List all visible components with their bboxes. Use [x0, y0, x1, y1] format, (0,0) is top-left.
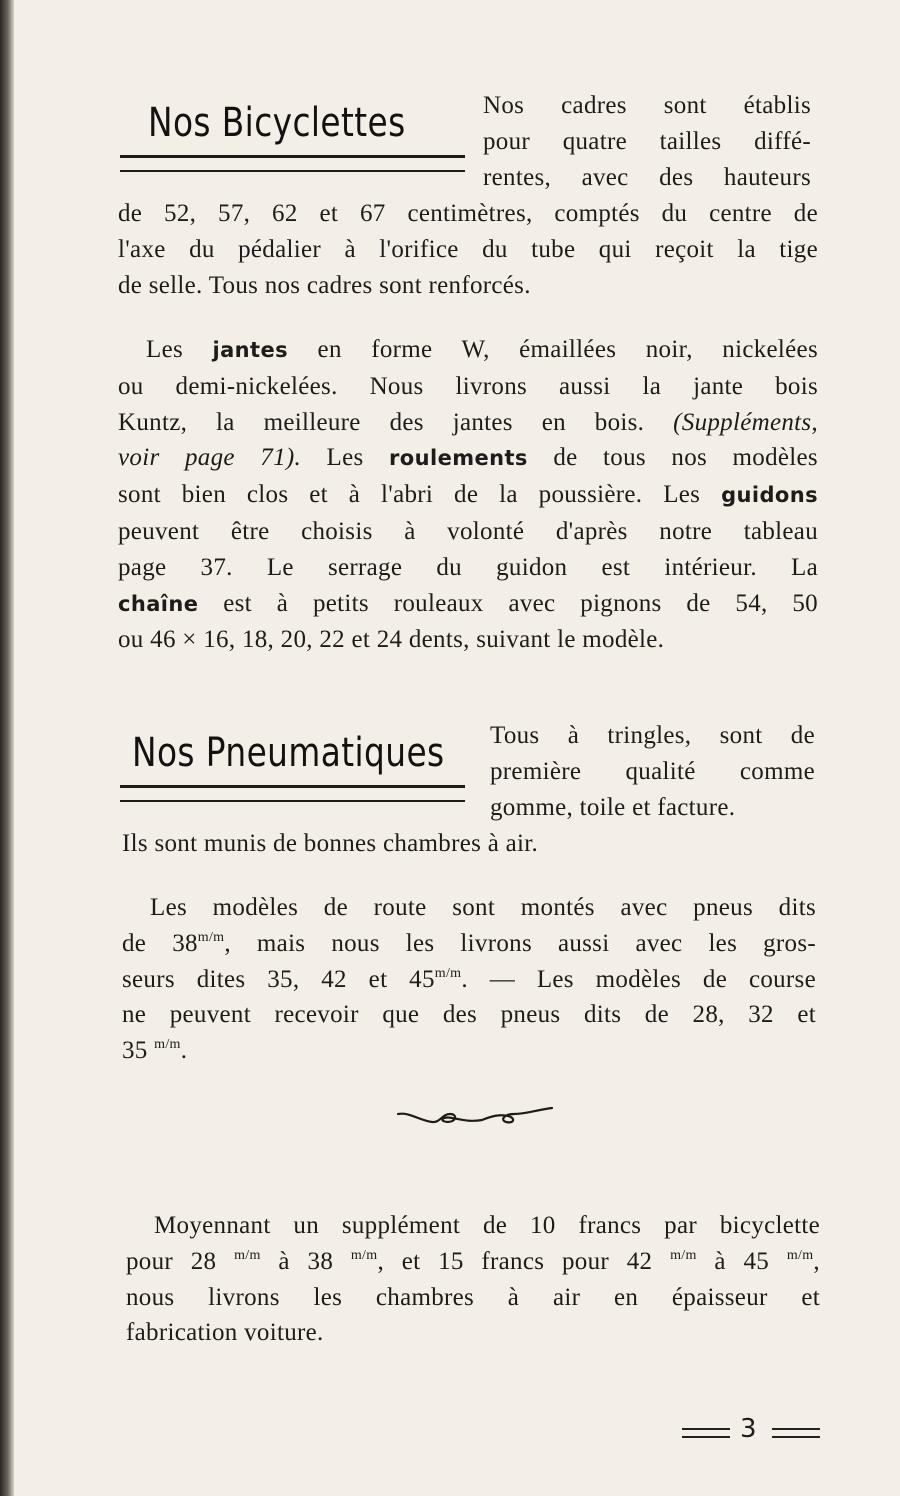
heading-rule-thin: [120, 800, 465, 802]
text-line: [126, 1244, 820, 1280]
keyword-chaine: chaîne: [118, 591, 199, 616]
text-span: seurs dites 35, 42 et 45: [122, 965, 435, 993]
supplement-paragraph: [126, 1208, 820, 1351]
text-line: ou demi-nickelées. Nous livrons aussi la jante bois: [118, 372, 818, 400]
heading-bicyclettes: Nos Bicyclettes: [148, 100, 406, 146]
page-number: 3: [740, 1414, 757, 1444]
page-number-rule: [682, 1436, 730, 1438]
text-span: de tous nos modèles: [553, 444, 818, 472]
text-span: Les: [146, 336, 183, 363]
unit-superscript: m/m: [197, 929, 225, 945]
text-span: .: [180, 1037, 188, 1065]
page-reference: voir page 71).: [118, 444, 302, 472]
text-line: [122, 1033, 816, 1069]
text-line: peuvent être choisis à volonté d'après notre tableau: [118, 517, 818, 545]
text-line: pour quatre tailles diffé-: [483, 127, 811, 155]
text-span: est à petits rouleaux avec pignons de 54, 50: [223, 589, 818, 617]
text-span: à 45: [696, 1247, 770, 1275]
unit-superscript: m/m: [350, 1247, 378, 1263]
page-number-rule: [772, 1428, 820, 1430]
text-line: page 37. Le serrage du guidon est intérieur. La: [118, 553, 818, 581]
text-line: l'axe du pédalier à l'orifice du tube qui reçoit la tige: [118, 235, 818, 263]
text-line: [122, 962, 816, 998]
heading-pneumatiques: Nos Pneumatiques: [132, 730, 445, 776]
text-line: [118, 405, 818, 441]
page-number-rule: [682, 1428, 730, 1430]
keyword-roulements: roulements: [389, 446, 528, 471]
modeles-paragraph: [122, 890, 816, 1069]
text-line: Moyennant un supplément de 10 francs par bicyclette: [154, 1212, 820, 1239]
text-span: , et 15 francs pour 42: [377, 1247, 653, 1275]
text-line: de selle. Tous nos cadres sont renforcés.: [118, 271, 531, 299]
unit-superscript: m/m: [434, 965, 462, 981]
text-line: gomme, toile et facture.: [490, 793, 736, 821]
text-span: pour 28: [126, 1247, 217, 1275]
text-span: 35: [122, 1037, 148, 1065]
text-span: à 38: [260, 1247, 334, 1275]
text-line: ou 46 × 16, 18, 20, 22 et 24 dents, suivant le modèle.: [118, 626, 665, 654]
decorative-flourish: [396, 1102, 554, 1132]
text-line: [118, 586, 818, 623]
text-line: ne peuvent recevoir que des pneus dits de 28, 32 et: [122, 1001, 816, 1029]
page-number-rule: [772, 1436, 820, 1438]
text-line: de $38^{m/m}$, mais nous les livrons aussi avec les gros-: [122, 929, 816, 957]
heading-rule-thick: [120, 785, 465, 788]
text-line: de 52, 57, 62 et 67 centimètres, comptés du centre de: [118, 200, 818, 227]
unit-superscript: m/m: [234, 1247, 261, 1263]
text-line: [118, 332, 818, 369]
text-line: Les modèles de route sont montés avec pneus dits: [150, 894, 816, 921]
jantes-paragraph: [118, 332, 818, 658]
heading-rule-thick: [120, 155, 465, 158]
text-span: Les: [326, 444, 364, 472]
text-span: sont bien clos et à l'abri de la poussière. Les: [118, 481, 701, 509]
text-line: Ils sont munis de bonnes chambres à air.: [122, 830, 539, 857]
bicyclettes-side-text: [483, 88, 811, 195]
text-line: Tous à tringles, sont de: [490, 722, 815, 749]
text-line: fabrication voiture.: [126, 1319, 324, 1347]
book-binding-shadow: [0, 0, 14, 1496]
bicyclettes-paragraph: [118, 196, 818, 303]
text-span: ,: [813, 1247, 820, 1275]
text-span: en forme W, émaillées noir, nickelées: [317, 336, 818, 363]
text-line: nous livrons les chambres à air en épaisseur et: [126, 1283, 820, 1311]
keyword-jantes: jantes: [212, 338, 289, 362]
text-line: Nos cadres sont établis: [483, 92, 811, 119]
page-number-block: [678, 1414, 824, 1448]
unit-superscript: m/m: [154, 1037, 181, 1053]
text-span: de 38: [122, 929, 198, 957]
unit-superscript: m/m: [670, 1247, 697, 1263]
text-line: première qualité comme: [490, 757, 815, 785]
text-span: Kuntz, la meilleure des jantes en bois.: [118, 408, 645, 436]
text-line: rentes, avec des hauteurs: [483, 163, 811, 191]
supplements-reference: (Suppléments,: [673, 408, 818, 436]
keyword-guidons: guidons: [721, 483, 818, 508]
text-span: . — Les modèles de course: [461, 965, 816, 993]
pneumatiques-paragraph: [122, 826, 822, 862]
pneumatiques-side-text: [490, 718, 815, 825]
unit-superscript: m/m: [786, 1247, 814, 1263]
text-span: mais nous les livrons aussi avec les gros-: [256, 929, 816, 957]
text-line: [118, 477, 818, 514]
heading-rule-thin: [120, 170, 465, 172]
text-line: [118, 440, 818, 477]
